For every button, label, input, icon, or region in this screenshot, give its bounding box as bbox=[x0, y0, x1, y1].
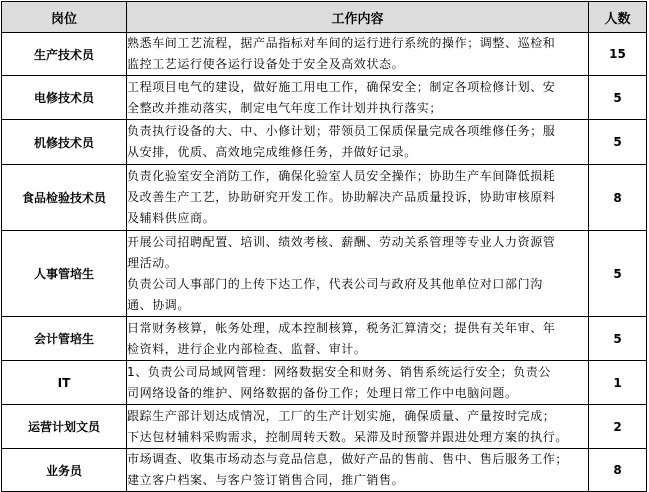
content-line: 熟悉车间工艺流程，据产品指标对车间的运行进行系统的操作；调整、巡检和 bbox=[127, 36, 556, 50]
content-line: 负责化验室安全消防工作，确保化验室人员安全操作；协助生产车间降低损耗 bbox=[127, 169, 556, 183]
content-cell bbox=[127, 405, 589, 449]
count-cell: 2 bbox=[589, 405, 647, 449]
content-cell bbox=[127, 165, 589, 231]
content-line: 开展公司招聘配置、培训、绩效考核、薪酬、劳动关系管理等专业人力资源管 bbox=[127, 234, 556, 249]
position-cell: 会计管培生 bbox=[2, 317, 127, 361]
job-table-container bbox=[1, 1, 648, 487]
table-header bbox=[2, 2, 647, 33]
content-line: 通、协调。 bbox=[127, 297, 191, 312]
content-cell bbox=[127, 361, 589, 405]
position-cell: 业务员 bbox=[2, 449, 127, 492]
position-cell: 电修技术员 bbox=[2, 76, 127, 120]
table-row bbox=[2, 405, 647, 449]
content-line: 跟踪生产部计划达成情况，工厂的生产计划实施，确保质量、产量按时完成； bbox=[127, 408, 556, 423]
content-cell bbox=[127, 231, 589, 317]
header-count: 人数 bbox=[589, 2, 647, 33]
count-cell: 5 bbox=[589, 231, 647, 317]
position-cell: IT bbox=[2, 361, 127, 405]
count-cell: 8 bbox=[589, 165, 647, 231]
content-line: 市场调查、收集市场动态与竞品信息，做好产品的售前、售中、售后服务工作； bbox=[127, 452, 569, 466]
header-content: 工作内容 bbox=[127, 2, 589, 33]
job-table bbox=[1, 1, 647, 492]
table-row bbox=[2, 165, 647, 231]
position-cell: 生产技术员 bbox=[2, 33, 127, 76]
content-line: 负责执行设备的大、中、小修计划；带领员工保质保量完成各项维修任务；服 bbox=[127, 124, 556, 138]
content-line: 检资料，进行企业内部检查、监督、审计。 bbox=[127, 341, 367, 356]
header-position: 岗位 bbox=[2, 2, 127, 33]
table-row bbox=[2, 449, 647, 492]
content-line: 负责公司人事部门的上传下达工作，代表公司与政府及其他单位对口部门沟 bbox=[127, 276, 543, 291]
count-cell: 8 bbox=[589, 449, 647, 492]
table-row bbox=[2, 120, 647, 165]
content-line: 从安排，优质、高效地完成维修任务，并做好记录。 bbox=[127, 145, 417, 159]
header-row bbox=[2, 2, 647, 33]
table-row bbox=[2, 33, 647, 76]
position-cell: 运营计划文员 bbox=[2, 405, 127, 449]
content-line: 及改善生产工艺，协助研究开发工作。协助解决产品质量投诉，协助审核原料 bbox=[127, 190, 556, 204]
content-line: 司网络设备的维护、网络数据的备份工作；处理日常工作中电脑问题。 bbox=[127, 385, 518, 400]
content-line: 下达包材辅料采购需求，控制周转天数。呆滞及时预警并跟进处理方案的执行。 bbox=[127, 429, 569, 444]
content-line: 理活动。 bbox=[127, 255, 178, 270]
content-line: 及辅料供应商。 bbox=[127, 211, 216, 225]
content-line: 工程项目电气的建设，做好施工用电工作，确保安全；制定各项检修计划、安 bbox=[127, 79, 556, 94]
table-row bbox=[2, 231, 647, 317]
content-cell bbox=[127, 76, 589, 120]
content-line: 建立客户档案、与客户签订销售合同，推广销售。 bbox=[127, 473, 405, 487]
content-line: 日常财务核算，帐务处理，成本控制核算，税务汇算清交；提供有关年审、年 bbox=[127, 320, 556, 335]
table-row bbox=[2, 317, 647, 361]
count-cell: 1 bbox=[589, 361, 647, 405]
count-cell: 5 bbox=[589, 76, 647, 120]
table-body bbox=[2, 33, 647, 492]
content-line: 1、负责公司局域网管理：网络数据安全和财务、销售系统运行安全；负责公 bbox=[127, 364, 552, 379]
count-cell: 15 bbox=[589, 33, 647, 76]
content-cell bbox=[127, 33, 589, 76]
position-cell: 人事管培生 bbox=[2, 231, 127, 317]
content-line: 全整改并推动落实，制定电气年度工作计划并执行落实； bbox=[127, 100, 443, 115]
table-row bbox=[2, 76, 647, 120]
content-cell bbox=[127, 120, 589, 165]
content-cell bbox=[127, 317, 589, 361]
position-cell: 食品检验技术员 bbox=[2, 165, 127, 231]
position-cell: 机修技术员 bbox=[2, 120, 127, 165]
content-line: 监控工艺运行使各运行设备处于安全及高效状态。 bbox=[127, 57, 405, 71]
table-row bbox=[2, 361, 647, 405]
count-cell: 5 bbox=[589, 120, 647, 165]
count-cell: 5 bbox=[589, 317, 647, 361]
content-cell bbox=[127, 449, 589, 492]
